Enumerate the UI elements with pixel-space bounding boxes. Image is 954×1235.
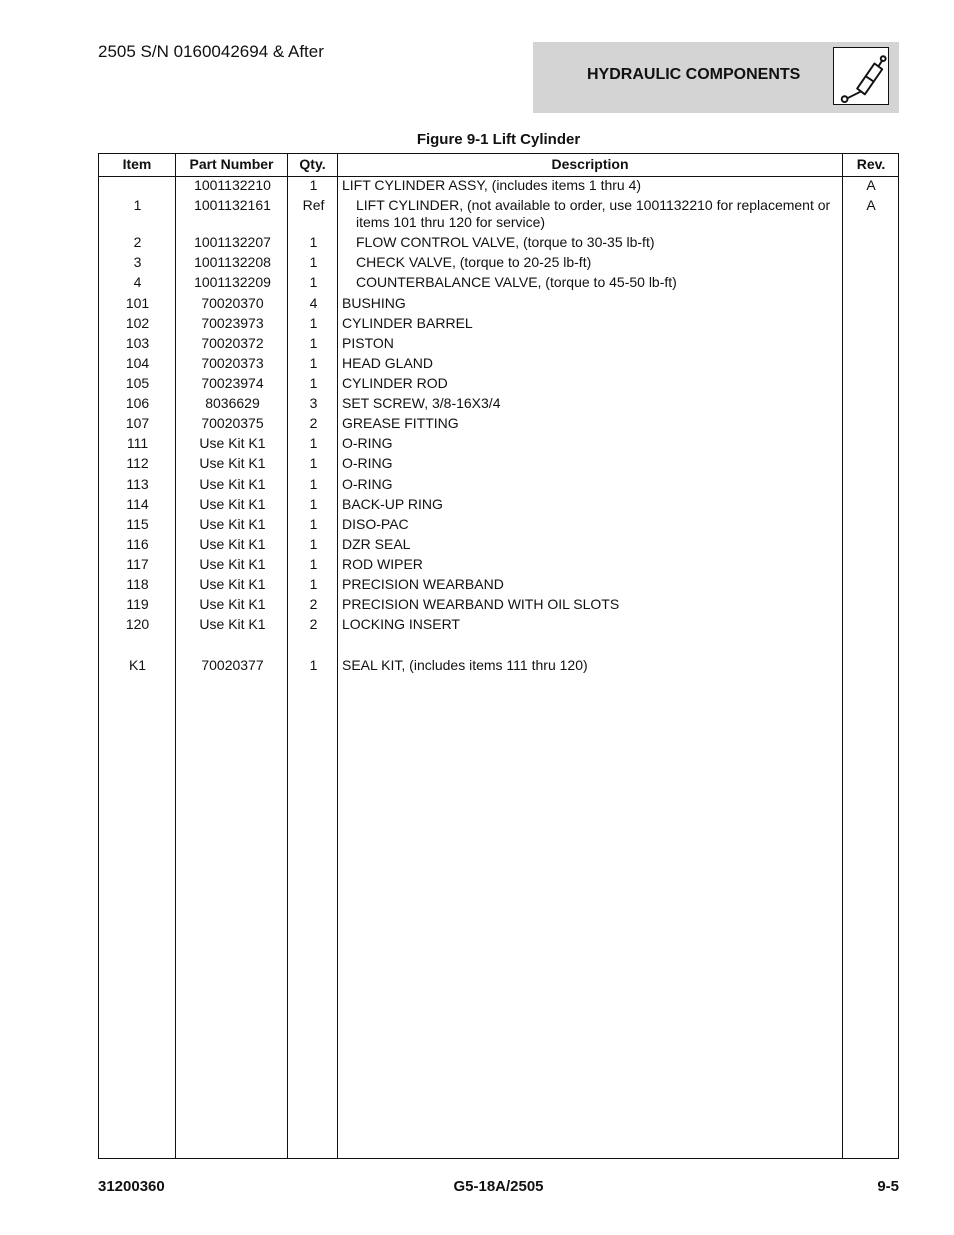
qty-cell: 1 (309, 254, 318, 270)
item-cell: 1 (133, 197, 142, 213)
part-number-cell: Use Kit K1 (199, 576, 266, 592)
qty-cell: 1 (309, 375, 318, 391)
qty-cell: 2 (309, 616, 318, 632)
item-cell: 114 (126, 496, 149, 512)
hydraulic-cylinder-icon (833, 47, 889, 105)
item-cell: 119 (126, 596, 149, 612)
qty-cell: 4 (309, 295, 318, 311)
item-cell: 118 (126, 576, 149, 592)
item-cell: 115 (126, 516, 149, 532)
item-cell: 2 (133, 234, 142, 250)
description-cell: BUSHING (342, 295, 406, 311)
description-cell: PRECISION WEARBAND WITH OIL SLOTS (342, 596, 620, 612)
column-divider (842, 154, 843, 1158)
description-cell: O-RING (342, 455, 393, 471)
item-cell: 102 (125, 315, 150, 331)
section-banner (533, 42, 899, 113)
part-number-cell: 70020373 (201, 355, 264, 371)
description-cell: SET SCREW, 3/8-16X3/4 (342, 395, 501, 411)
description-cell: LIFT CYLINDER, (not available to order, use 1001132210 for replacement or items 101 thru 120 for service) (356, 197, 831, 230)
item-cell: K1 (128, 657, 147, 673)
item-cell: 105 (125, 375, 150, 391)
qty-cell: 1 (309, 536, 318, 552)
column-header-item: Item (122, 156, 152, 172)
description-cell: O-RING (342, 476, 393, 492)
description-cell: DISO-PAC (342, 516, 409, 532)
part-number-cell: Use Kit K1 (199, 536, 266, 552)
part-number-cell: 1001132210 (194, 177, 271, 193)
description-cell: BACK-UP RING (342, 496, 443, 512)
part-number-cell: 70023973 (201, 315, 264, 331)
qty-cell: 2 (309, 415, 318, 431)
item-cell: 116 (126, 536, 149, 552)
qty-cell: 1 (309, 576, 318, 592)
section-title: HYDRAULIC COMPONENTS (587, 66, 801, 83)
item-cell: 107 (125, 415, 150, 431)
part-number-cell: Use Kit K1 (199, 476, 266, 492)
description-cell: COUNTERBALANCE VALVE, (torque to 45-50 lb-ft) (356, 274, 677, 290)
qty-cell: 1 (309, 315, 318, 331)
column-header-qty: Qty. (299, 156, 326, 172)
qty-cell: 3 (309, 395, 318, 411)
part-number-cell: Use Kit K1 (199, 556, 266, 572)
qty-cell: 1 (309, 516, 318, 532)
part-number-cell: Use Kit K1 (199, 616, 266, 632)
figure-title: Figure 9-1 Lift Cylinder (416, 131, 581, 148)
item-cell: 101 (125, 295, 150, 311)
part-number-cell: 70023974 (201, 375, 264, 391)
qty-cell: 1 (309, 274, 318, 290)
item-cell: 117 (126, 556, 149, 572)
column-header-rev: Rev. (856, 156, 886, 172)
qty-cell: 1 (309, 556, 318, 572)
part-number-cell: Use Kit K1 (199, 516, 266, 532)
qty-cell: 1 (309, 435, 318, 451)
description-cell: PRECISION WEARBAND (342, 576, 504, 592)
item-cell: 3 (133, 254, 142, 270)
item-cell: 106 (125, 395, 150, 411)
part-number-cell: 8036629 (205, 395, 260, 411)
part-number-cell: 70020370 (201, 295, 264, 311)
description-cell: O-RING (342, 435, 393, 451)
part-number-cell: 1001132209 (194, 274, 271, 290)
part-number-cell: 1001132208 (194, 254, 271, 270)
page-number: 9-5 (877, 1178, 899, 1195)
description-cell: LIFT CYLINDER ASSY, (includes items 1 thru 4) (342, 177, 642, 193)
qty-cell: 1 (309, 335, 318, 351)
description-cell: CHECK VALVE, (torque to 20-25 lb-ft) (356, 254, 592, 270)
parts-table (98, 153, 899, 1159)
qty-cell: 1 (309, 476, 318, 492)
description-cell: ROD WIPER (342, 556, 423, 572)
part-number-cell: Use Kit K1 (199, 455, 266, 471)
item-cell: 112 (126, 455, 149, 471)
part-number-cell: 1001132207 (194, 234, 271, 250)
item-cell: 104 (125, 355, 150, 371)
description-cell: HEAD GLAND (342, 355, 434, 371)
qty-cell: 1 (309, 234, 318, 250)
column-header-description: Description (551, 156, 629, 172)
rev-cell: A (866, 197, 876, 213)
model-serial-line: 2505 S/N 0160042694 & After (98, 42, 324, 61)
description-cell: FLOW CONTROL VALVE, (torque to 30-35 lb-ft) (356, 234, 655, 250)
part-number-cell: 70020372 (201, 335, 264, 351)
qty-cell: 1 (309, 496, 318, 512)
column-header-part-number: Part Number (189, 156, 274, 172)
item-cell: 111 (126, 435, 149, 451)
qty-cell: 1 (309, 455, 318, 471)
item-cell: 103 (125, 335, 150, 351)
description-cell: CYLINDER BARREL (342, 315, 473, 331)
item-cell: 4 (133, 274, 142, 290)
qty-cell: 1 (309, 657, 318, 673)
rev-cell: A (866, 177, 876, 193)
manual-code: G5-18A/2505 (453, 1178, 544, 1195)
description-cell: SEAL KIT, (includes items 111 thru 120) (342, 657, 588, 673)
description-cell: GREASE FITTING (342, 415, 459, 431)
item-cell: 120 (125, 616, 150, 632)
part-number-cell: Use Kit K1 (199, 496, 266, 512)
part-number-cell: 1001132161 (194, 197, 271, 213)
qty-cell: Ref (302, 197, 325, 213)
part-number-cell: 70020375 (201, 415, 264, 431)
qty-cell: 1 (309, 177, 318, 193)
part-number-cell: 70020377 (201, 657, 264, 673)
item-cell: 113 (126, 476, 149, 492)
qty-cell: 2 (309, 596, 318, 612)
description-cell: CYLINDER ROD (342, 375, 448, 391)
description-cell: DZR SEAL (342, 536, 411, 552)
part-number-cell: Use Kit K1 (199, 435, 266, 451)
description-cell: PISTON (342, 335, 394, 351)
part-number-cell: Use Kit K1 (199, 596, 266, 612)
description-cell: LOCKING INSERT (342, 616, 460, 632)
document-number: 31200360 (98, 1178, 165, 1195)
qty-cell: 1 (309, 355, 318, 371)
